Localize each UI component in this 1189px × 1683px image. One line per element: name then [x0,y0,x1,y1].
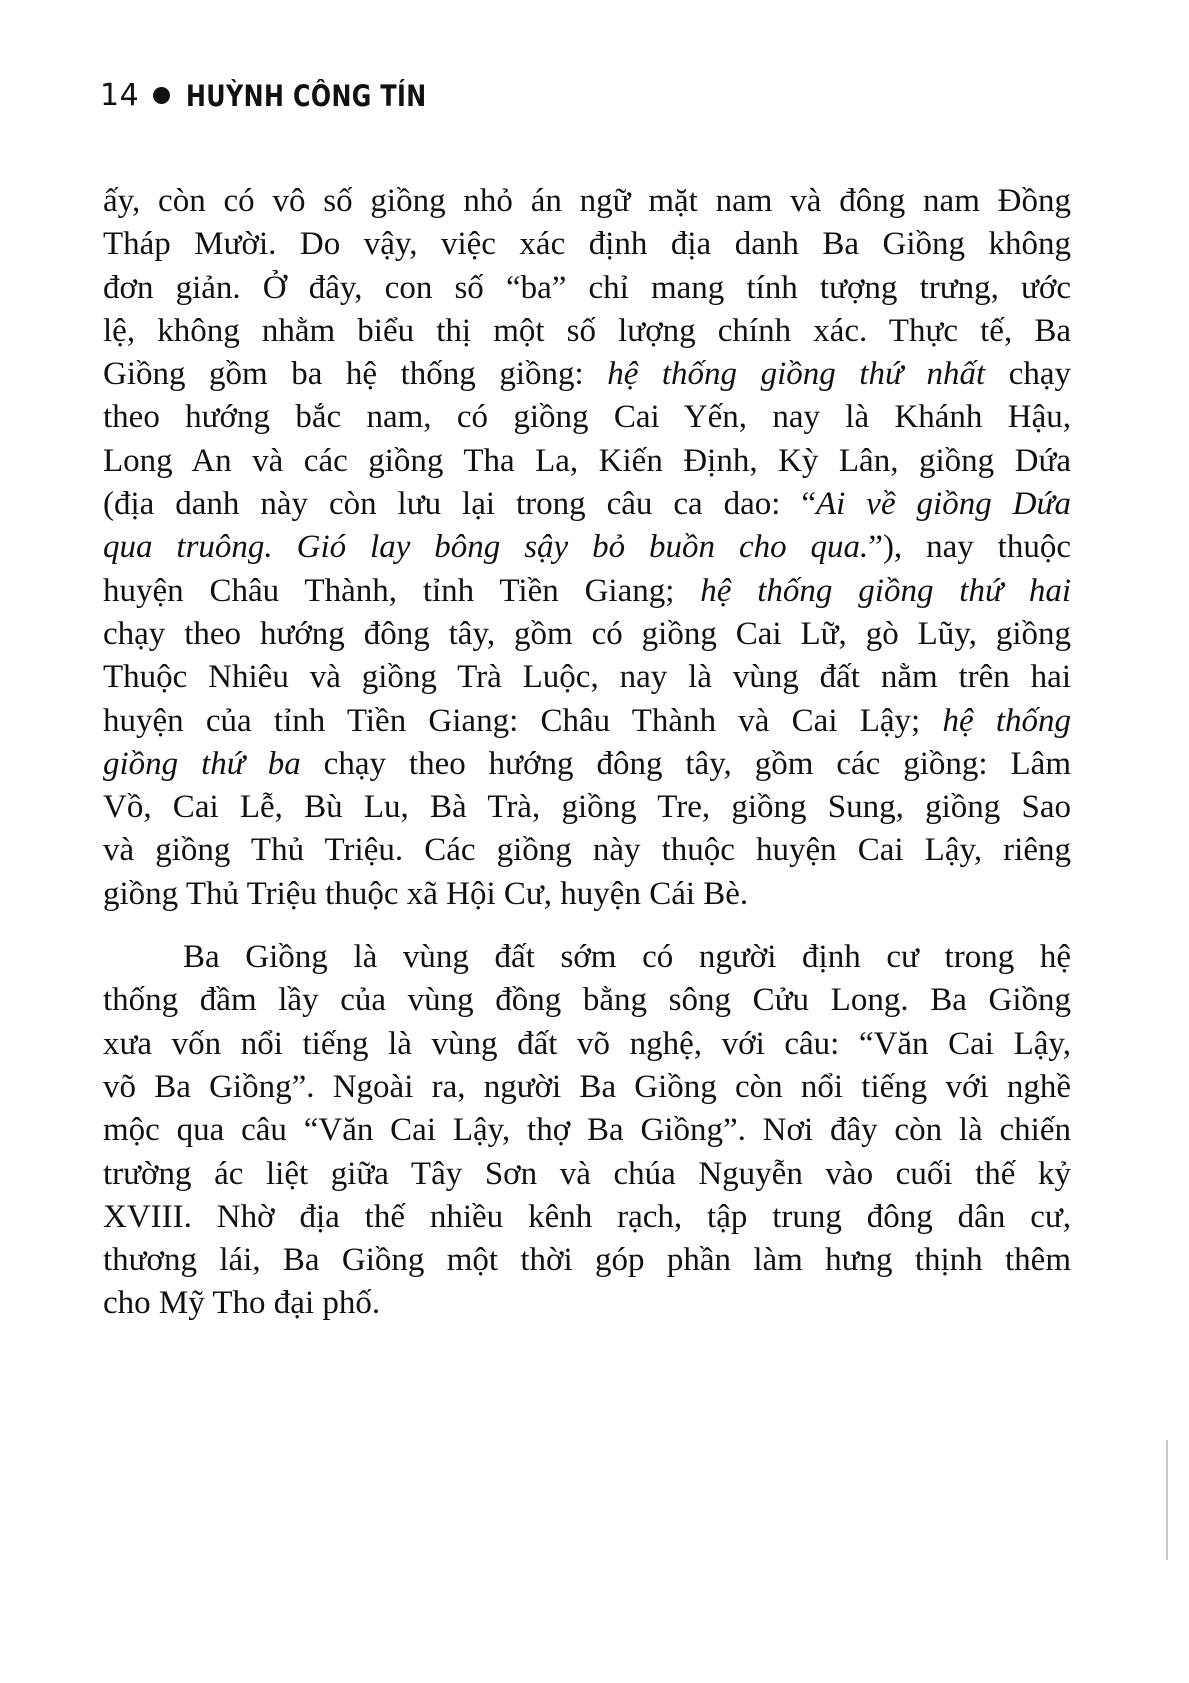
text-run: (địa danh này còn lưu lại trong câu ca dao: “ [103,486,817,523]
text-run: ”), nay thuộc [868,529,1071,566]
bullet-separator-icon [153,87,170,104]
scan-edge-artifact [1166,1440,1168,1560]
text-run: mộc qua câu “Văn Cai Lậy, thợ Ba Giồng”. Nơi đây còn là chiến [103,1112,1071,1149]
text-run: Vồ, Cai Lễ, Bù Lu, Bà Trà, giồng Tre, giồng Sung, giồng Sao [103,789,1071,826]
text-line [103,613,1071,656]
text-run: thương lái, Ba Giồng một thời góp phần làm hưng thịnh thêm [103,1242,1071,1279]
italic-text: hệ thống giồng thứ nhất [607,356,986,393]
text-run: võ Ba Giồng”. Ngoài ra, người Ba Giồng còn nổi tiếng với nghề [103,1068,1071,1105]
text-run: ấy, còn có vô số giồng nhỏ án ngữ mặt nam và đông nam Đồng [103,183,1071,219]
text-line [103,526,1071,569]
text-line [103,1066,1071,1109]
italic-text: giồng thứ ba [103,745,301,782]
text-line [103,979,1071,1022]
text-run: chạy theo hướng đông tây, gồm các giồng: Lâm [300,745,1071,782]
text-line [103,1153,1071,1196]
text-line [103,1239,1071,1282]
text-run: xưa vốn nổi tiếng là vùng đất võ nghệ, với câu: “Văn Cai Lậy, [103,1025,1071,1062]
text-line [103,267,1071,310]
text-line [103,936,1071,979]
italic-text: hệ thống giồng thứ hai [700,572,1071,609]
text-run: lệ, không nhằm biểu thị một số lượng chính xác. Thực tế, Ba [103,312,1071,349]
text-run: Thuộc Nhiêu và giồng Trà Luộc, nay là vùng đất nằm trên hai [103,659,1071,696]
text-line [103,353,1071,396]
text-line [103,656,1071,699]
text-line [103,1282,1071,1325]
text-run: Long An và các giồng Tha La, Kiến Định, Kỳ Lân, giồng Dứa [103,442,1071,479]
italic-text: qua truông. Gió lay bông sậy bỏ buồn cho qua. [103,529,869,566]
text-run: chạy [985,356,1072,393]
italic-text: Ai về giồng Dứa [816,486,1071,523]
text-run: huyện của tỉnh Tiền Giang: Châu Thành và Cai Lậy; [103,702,943,739]
text-line [103,440,1071,483]
text-run: giồng Thủ Triệu thuộc xã Hội Cư, huyện Cái Bè. [103,875,749,912]
text-run: chạy theo hướng đông tây, gồm có giồng Cai Lữ, gò Lũy, giồng [103,615,1071,652]
italic-text: hệ thống [942,702,1072,739]
text-line [103,1023,1071,1066]
text-line [103,1109,1071,1152]
text-run: trường ác liệt giữa Tây Sơn và chúa Nguyễn vào cuối thế kỷ [103,1155,1071,1192]
text-line [103,829,1071,872]
text-line [103,396,1071,439]
text-line [103,1196,1071,1239]
text-line [103,180,1071,223]
paragraph [103,180,1071,916]
text-run: huyện Châu Thành, tỉnh Tiền Giang; [103,572,701,609]
paragraph-gap [103,916,1071,936]
text-line [103,786,1071,829]
author-name: HUỲNH CÔNG TÍN [186,78,427,113]
text-run: và giồng Thủ Triệu. Các giồng này thuộc huyện Cai Lậy, riêng [103,832,1071,869]
text-line [103,700,1071,743]
text-line [103,743,1071,786]
text-run: theo hướng bắc nam, có giồng Cai Yến, nay là Khánh Hậu, [103,399,1071,436]
text-run: thống đầm lầy của vùng đồng bằng sông Cửu Long. Ba Giồng [103,982,1071,1019]
paragraph [103,936,1071,1326]
text-run: đơn giản. Ở đây, con số “ba” chỉ mang tính tượng trưng, ước [103,269,1071,306]
text-run: Tháp Mười. Do vậy, việc xác định địa danh Ba Giồng không [103,226,1071,263]
running-header [100,78,480,113]
text-run: XVIII. Nhờ địa thế nhiều kênh rạch, tập trung đông dân cư, [103,1198,1071,1235]
body-text [103,180,1071,1326]
text-run: Ba Giồng là vùng đất sớm có người định cư trong hệ [183,939,1071,976]
text-line [103,223,1071,266]
text-run: cho Mỹ Tho đại phố. [103,1285,381,1322]
page-number: 14 [100,78,140,113]
text-line [103,570,1071,613]
text-line [103,483,1071,526]
text-line [103,310,1071,353]
text-run: Giồng gồm ba hệ thống giồng: [103,356,608,393]
text-line [103,873,1071,916]
